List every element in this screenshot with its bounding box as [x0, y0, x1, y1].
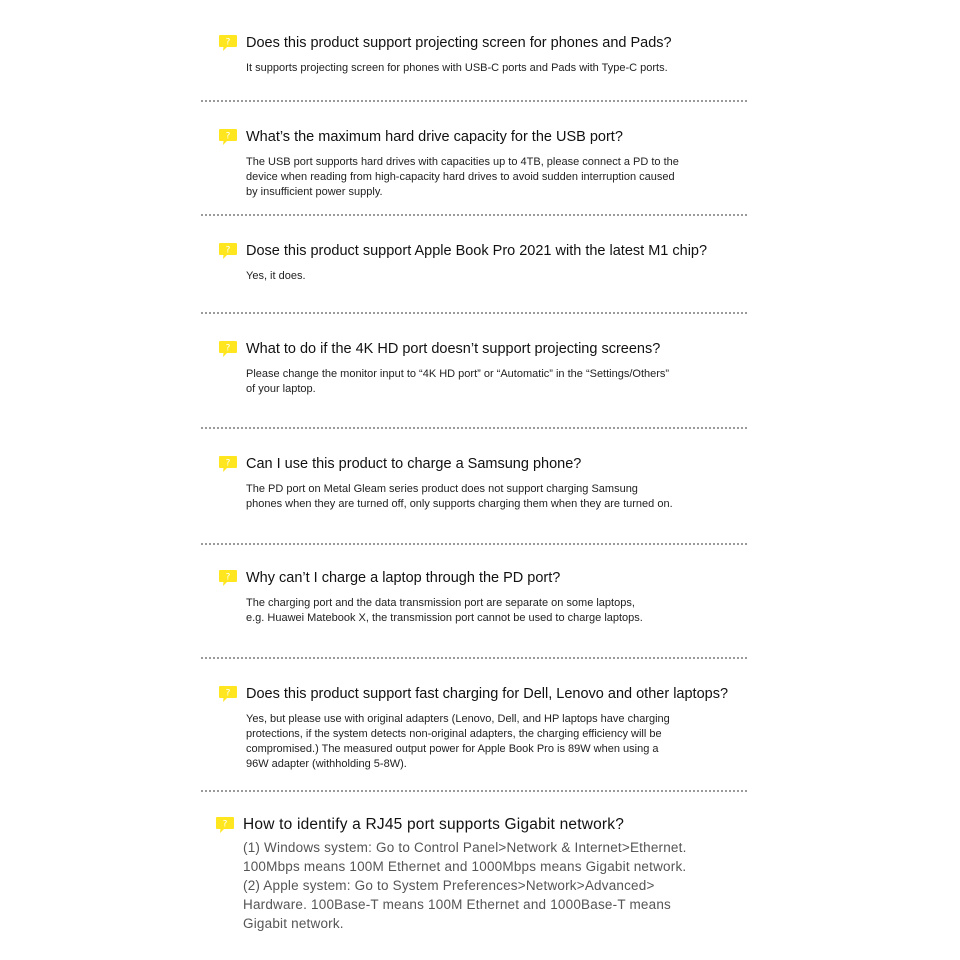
faq-item: [218, 455, 778, 512]
svg-text:?: ?: [225, 572, 231, 583]
svg-text:?: ?: [225, 131, 231, 142]
answer-line: Please change the monitor input to “4K HD port” or “Automatic” in the “Settings/Others”: [246, 368, 670, 380]
faq-question-row: [218, 242, 778, 260]
answer-line: e.g. Huawei Matebook X, the transmission port cannot be used to charge laptops.: [246, 612, 643, 624]
faq-question: Dose this product support Apple Book Pro 2021 with the latest M1 chip?: [246, 243, 708, 259]
question-bubble-icon: [218, 685, 238, 703]
answer-line: protections, if the system detects non-original adapters, the charging efficiency will be: [246, 728, 662, 740]
answer-line: The USB port supports hard drives with capacities up to 4TB, please connect a PD to the: [246, 156, 679, 168]
answer-line: 96W adapter (withholding 5-8W).: [246, 758, 407, 770]
faq-answer: [243, 838, 775, 933]
answer-line: Gigabit network.: [243, 916, 344, 931]
faq-question-row: [215, 816, 775, 834]
faq-item: [218, 685, 778, 772]
answer-line: The charging port and the data transmission port are separate on some laptops,: [246, 597, 635, 609]
svg-text:?: ?: [225, 245, 231, 256]
faq-answer: [246, 269, 778, 284]
dotted-divider: [201, 657, 747, 659]
svg-text:?: ?: [225, 688, 231, 699]
faq-question: What’s the maximum hard drive capacity for the USB port?: [246, 129, 623, 145]
answer-line: Yes, it does.: [246, 270, 306, 282]
faq-question-row: [218, 455, 778, 473]
answer-line: compromised.) The measured output power for Apple Book Pro is 89W when using a: [246, 743, 659, 755]
question-bubble-icon: [215, 816, 235, 834]
svg-text:?: ?: [225, 37, 231, 48]
faq-answer: [246, 712, 778, 772]
faq-question-row: [218, 685, 778, 703]
answer-line: (2) Apple system: Go to System Preferences>Network>Advanced>: [243, 878, 655, 893]
question-bubble-icon: [218, 34, 238, 52]
question-bubble-icon: [218, 340, 238, 358]
answer-line: Yes, but please use with original adapters (Lenovo, Dell, and HP laptops have charging: [246, 713, 670, 725]
svg-text:?: ?: [225, 458, 231, 469]
answer-line: (1) Windows system: Go to Control Panel>Network & Internet>Ethernet.: [243, 840, 687, 855]
answer-line: Hardware. 100Base-T means 100M Ethernet and 1000Base-T means: [243, 897, 671, 912]
faq-item: [218, 128, 778, 200]
faq-question: Why can’t I charge a laptop through the PD port?: [246, 570, 561, 586]
dotted-divider: [201, 790, 747, 792]
answer-line: device when reading from high-capacity hard drives to avoid sudden interruption caused: [246, 171, 675, 183]
faq-answer: [246, 61, 778, 76]
faq-question: How to identify a RJ45 port supports Gigabit network?: [243, 816, 625, 833]
answer-line: 100Mbps means 100M Ethernet and 1000Mbps means Gigabit network.: [243, 859, 687, 874]
question-bubble-icon: [218, 569, 238, 587]
faq-item: [218, 340, 778, 397]
faq-answer: [246, 596, 778, 626]
faq-answer: [246, 155, 778, 200]
faq-item: [215, 816, 775, 933]
dotted-divider: [201, 312, 747, 314]
dotted-divider: [201, 543, 747, 545]
answer-line: It supports projecting screen for phones with USB-C ports and Pads with Type-C ports.: [246, 62, 668, 74]
question-bubble-icon: [218, 128, 238, 146]
faq-item: [218, 569, 778, 626]
faq-item: [218, 242, 778, 284]
dotted-divider: [201, 100, 747, 102]
faq-question-row: [218, 340, 778, 358]
question-bubble-icon: [218, 455, 238, 473]
svg-text:?: ?: [222, 819, 228, 830]
dotted-divider: [201, 214, 747, 216]
answer-line: phones when they are turned off, only supports charging them when they are turned on.: [246, 498, 673, 510]
answer-line: of your laptop.: [246, 383, 316, 395]
dotted-divider: [201, 427, 747, 429]
faq-question-row: [218, 34, 778, 52]
question-bubble-icon: [218, 242, 238, 260]
svg-text:?: ?: [225, 343, 231, 354]
faq-answer: [246, 367, 778, 397]
answer-line: The PD port on Metal Gleam series product does not support charging Samsung: [246, 483, 638, 495]
faq-question: Can I use this product to charge a Samsung phone?: [246, 456, 582, 472]
faq-item: [218, 34, 778, 76]
faq-question-row: [218, 569, 778, 587]
answer-line: by insufficient power supply.: [246, 186, 383, 198]
faq-answer: [246, 482, 778, 512]
faq-question-row: [218, 128, 778, 146]
faq-question: Does this product support projecting screen for phones and Pads?: [246, 35, 672, 51]
faq-question: Does this product support fast charging for Dell, Lenovo and other laptops?: [246, 686, 729, 702]
faq-question: What to do if the 4K HD port doesn’t support projecting screens?: [246, 341, 661, 357]
